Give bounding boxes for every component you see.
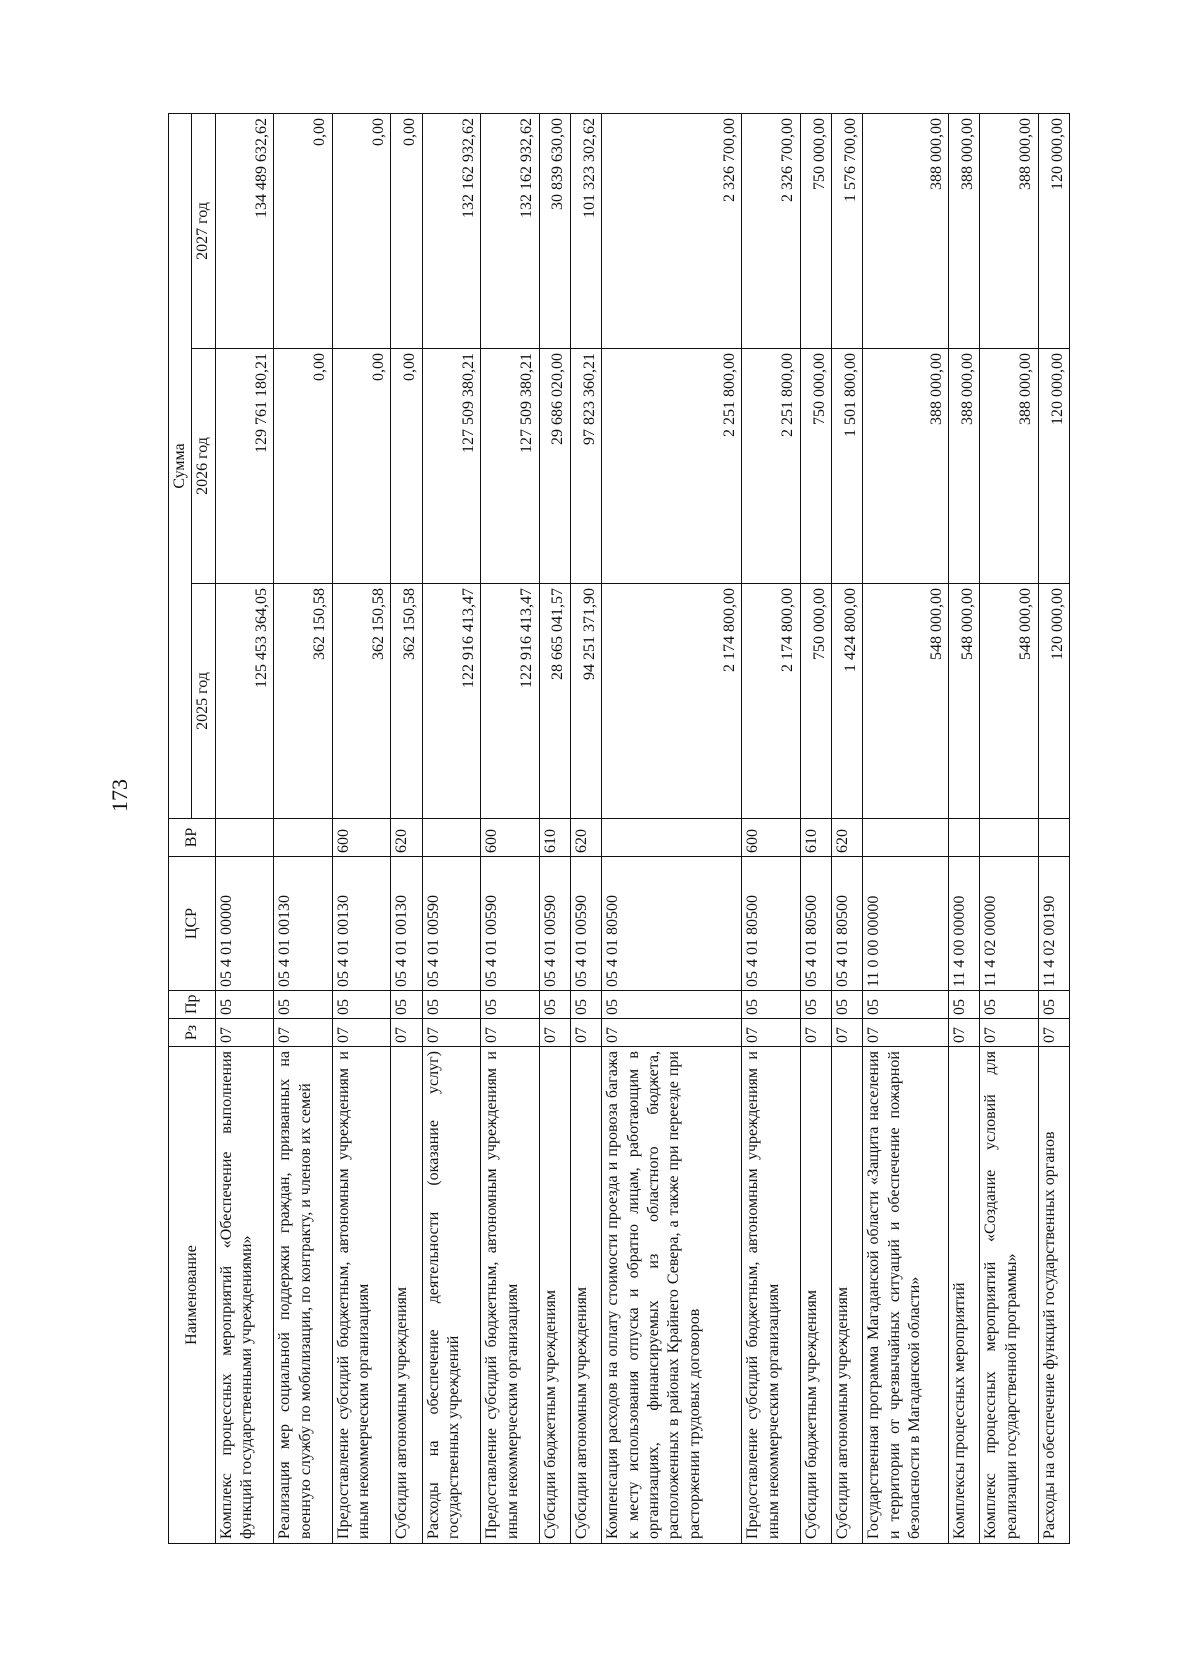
cell-2026: 0,00 — [274, 349, 332, 584]
cell-vr — [948, 819, 979, 857]
cell-rz: 07 — [832, 1019, 863, 1047]
cell-csr: 05 4 01 00590 — [422, 857, 480, 991]
cell-vr: 600 — [742, 819, 800, 857]
cell-2025: 548 000,00 — [980, 584, 1038, 819]
cell-2027: 134 489 632,62 — [215, 113, 273, 348]
header-vr: ВР — [169, 819, 216, 857]
cell-pr: 05 — [948, 991, 979, 1019]
cell-2025: 362 150,58 — [274, 584, 332, 819]
table-row — [742, 113, 800, 1543]
cell-2025: 548 000,00 — [948, 584, 979, 819]
table-row — [980, 113, 1038, 1543]
cell-2027: 30 839 630,00 — [539, 113, 570, 348]
cell-csr: 05 4 01 00000 — [215, 857, 273, 991]
cell-2026: 0,00 — [391, 349, 422, 584]
cell-vr: 620 — [570, 819, 601, 857]
cell-vr — [215, 819, 273, 857]
cell-rz: 07 — [742, 1019, 800, 1047]
cell-2027: 0,00 — [391, 113, 422, 348]
cell-name: Расходы на обеспечение деятельности (оказание услуг) государственных учреждений — [422, 1047, 480, 1544]
cell-2027: 388 000,00 — [980, 113, 1038, 348]
cell-2027: 1 576 700,00 — [832, 113, 863, 348]
cell-2026: 129 761 180,21 — [215, 349, 273, 584]
cell-rz: 07 — [539, 1019, 570, 1047]
table-row — [391, 113, 422, 1543]
table-row — [332, 113, 390, 1543]
cell-2026: 388 000,00 — [863, 349, 949, 584]
cell-csr: 05 4 01 80500 — [602, 857, 742, 991]
cell-name: Комплексы процессных мероприятий — [948, 1047, 979, 1544]
cell-2026: 127 509 380,21 — [422, 349, 480, 584]
cell-2027: 388 000,00 — [863, 113, 949, 348]
table-row — [481, 113, 539, 1543]
table-header — [169, 113, 216, 1543]
table-body — [215, 113, 1069, 1543]
cell-2025: 122 916 413,47 — [481, 584, 539, 819]
table-row — [539, 113, 570, 1543]
cell-name: Расходы на обеспечение функций государственных органов — [1038, 1047, 1069, 1544]
cell-name: Компенсация расходов на оплату стоимости проезда и провоза багажа к месту использования отпуска и обратно лицам, работающим в организациях, финансируемых из областного бюджета, расположенных в районах Крайнего Севера, а также при переезде при расторжении трудовых договоров — [602, 1047, 742, 1544]
cell-pr: 05 — [215, 991, 273, 1019]
table-row — [570, 113, 601, 1543]
cell-2025: 548 000,00 — [863, 584, 949, 819]
table-row — [602, 113, 742, 1543]
page-number: 173 — [107, 779, 132, 812]
cell-pr: 05 — [863, 991, 949, 1019]
table-row — [863, 113, 949, 1543]
cell-rz: 07 — [570, 1019, 601, 1047]
cell-name: Субсидии бюджетным учреждениям — [539, 1047, 570, 1544]
header-pr: Пр — [169, 991, 216, 1019]
cell-vr: 620 — [391, 819, 422, 857]
cell-rz: 07 — [800, 1019, 831, 1047]
cell-vr — [422, 819, 480, 857]
cell-rz: 07 — [422, 1019, 480, 1047]
cell-csr: 05 4 01 00590 — [481, 857, 539, 991]
cell-csr: 11 0 00 00000 — [863, 857, 949, 991]
cell-pr: 05 — [832, 991, 863, 1019]
cell-2026: 750 000,00 — [800, 349, 831, 584]
cell-name: Субсидии бюджетным учреждениям — [800, 1047, 831, 1544]
cell-2027: 2 326 700,00 — [602, 113, 742, 348]
cell-pr: 05 — [332, 991, 390, 1019]
cell-2026: 1 501 800,00 — [832, 349, 863, 584]
cell-2026: 0,00 — [332, 349, 390, 584]
cell-rz: 07 — [332, 1019, 390, 1047]
cell-2025: 28 665 041,57 — [539, 584, 570, 819]
cell-2025: 2 174 800,00 — [602, 584, 742, 819]
header-2025: 2025 год — [192, 584, 215, 819]
cell-rz: 07 — [948, 1019, 979, 1047]
header-2026: 2026 год — [192, 349, 215, 584]
cell-vr: 610 — [539, 819, 570, 857]
cell-csr: 05 4 01 00130 — [274, 857, 332, 991]
cell-csr: 11 4 00 00000 — [948, 857, 979, 991]
budget-table-container — [168, 114, 1070, 1544]
cell-2027: 0,00 — [274, 113, 332, 348]
cell-name: Субсидии автономным учреждениям — [391, 1047, 422, 1544]
table-row — [215, 113, 273, 1543]
cell-rz: 07 — [481, 1019, 539, 1047]
cell-2025: 120 000,00 — [1038, 584, 1069, 819]
cell-name: Предоставление субсидий бюджетным, автономным учреждениям и иным некоммерческим организациям — [332, 1047, 390, 1544]
header-2027: 2027 год — [192, 113, 215, 348]
cell-vr: 610 — [800, 819, 831, 857]
cell-2025: 362 150,58 — [391, 584, 422, 819]
table-row — [274, 113, 332, 1543]
cell-2026: 97 823 360,21 — [570, 349, 601, 584]
cell-2027: 750 000,00 — [800, 113, 831, 348]
cell-name: Предоставление субсидий бюджетным, автономным учреждениям и иным некоммерческим организациям — [481, 1047, 539, 1544]
cell-pr: 05 — [602, 991, 742, 1019]
cell-pr: 05 — [1038, 991, 1069, 1019]
cell-pr: 05 — [274, 991, 332, 1019]
cell-pr: 05 — [800, 991, 831, 1019]
cell-csr: 05 4 01 80500 — [800, 857, 831, 991]
header-rz: Рз — [169, 1019, 216, 1047]
cell-2025: 122 916 413,47 — [422, 584, 480, 819]
cell-name: Государственная программа Магаданской области «Защита населения и территории от чрезвычайных ситуаций и обеспечение пожарной безопасности в Магаданской области» — [863, 1047, 949, 1544]
cell-rz: 07 — [980, 1019, 1038, 1047]
header-csr: ЦСР — [169, 857, 216, 991]
cell-pr: 05 — [539, 991, 570, 1019]
table-row — [832, 113, 863, 1543]
cell-vr: 620 — [832, 819, 863, 857]
cell-name: Комплекс процессных мероприятий «Создание условий для реализации государственной программы» — [980, 1047, 1038, 1544]
cell-csr: 11 4 02 00190 — [1038, 857, 1069, 991]
cell-name: Комплекс процессных мероприятий «Обеспечение выполнения функций государственными учреждениями» — [215, 1047, 273, 1544]
cell-2027: 120 000,00 — [1038, 113, 1069, 348]
cell-2025: 1 424 800,00 — [832, 584, 863, 819]
cell-2027: 101 323 302,62 — [570, 113, 601, 348]
cell-2026: 29 686 020,00 — [539, 349, 570, 584]
table-row — [948, 113, 979, 1543]
cell-rz: 07 — [215, 1019, 273, 1047]
cell-2027: 132 162 932,62 — [481, 113, 539, 348]
cell-vr: 600 — [481, 819, 539, 857]
cell-vr — [602, 819, 742, 857]
cell-vr — [1038, 819, 1069, 857]
cell-2025: 362 150,58 — [332, 584, 390, 819]
cell-name: Субсидии автономным учреждениям — [832, 1047, 863, 1544]
cell-2027: 2 326 700,00 — [742, 113, 800, 348]
cell-name: Реализация мер социальной поддержки граждан, призванных на военную службу по мобилизации, по контракту, и членов их семей — [274, 1047, 332, 1544]
table-row — [1038, 113, 1069, 1543]
cell-csr: 05 4 01 80500 — [742, 857, 800, 991]
cell-rz: 07 — [863, 1019, 949, 1047]
cell-csr: 05 4 01 80500 — [832, 857, 863, 991]
cell-rz: 07 — [602, 1019, 742, 1047]
cell-2026: 120 000,00 — [1038, 349, 1069, 584]
cell-2025: 2 174 800,00 — [742, 584, 800, 819]
cell-pr: 05 — [391, 991, 422, 1019]
table-row — [800, 113, 831, 1543]
cell-pr: 05 — [980, 991, 1038, 1019]
cell-rz: 07 — [391, 1019, 422, 1047]
cell-name: Предоставление субсидий бюджетным, автономным учреждениям и иным некоммерческим организациям — [742, 1047, 800, 1544]
header-sum: Сумма — [169, 113, 192, 818]
cell-csr: 05 4 01 00590 — [539, 857, 570, 991]
cell-rz: 07 — [1038, 1019, 1069, 1047]
cell-csr: 05 4 01 00130 — [391, 857, 422, 991]
cell-csr: 05 4 01 00590 — [570, 857, 601, 991]
cell-2025: 750 000,00 — [800, 584, 831, 819]
header-name: Наименование — [169, 1047, 216, 1544]
cell-pr: 05 — [422, 991, 480, 1019]
cell-name: Субсидии автономным учреждениям — [570, 1047, 601, 1544]
cell-pr: 05 — [742, 991, 800, 1019]
cell-rz: 07 — [274, 1019, 332, 1047]
cell-vr — [274, 819, 332, 857]
cell-2025: 125 453 364,05 — [215, 584, 273, 819]
cell-vr: 600 — [332, 819, 390, 857]
cell-csr: 11 4 02 00000 — [980, 857, 1038, 991]
cell-2026: 2 251 800,00 — [742, 349, 800, 584]
cell-2026: 388 000,00 — [948, 349, 979, 584]
cell-2026: 127 509 380,21 — [481, 349, 539, 584]
cell-2027: 0,00 — [332, 113, 390, 348]
cell-csr: 05 4 01 00130 — [332, 857, 390, 991]
cell-2027: 388 000,00 — [948, 113, 979, 348]
cell-2026: 2 251 800,00 — [602, 349, 742, 584]
budget-table — [168, 113, 1070, 1544]
cell-vr — [863, 819, 949, 857]
cell-2025: 94 251 371,90 — [570, 584, 601, 819]
cell-2027: 132 162 932,62 — [422, 113, 480, 348]
cell-pr: 05 — [570, 991, 601, 1019]
cell-2026: 388 000,00 — [980, 349, 1038, 584]
cell-pr: 05 — [481, 991, 539, 1019]
table-row — [422, 113, 480, 1543]
cell-vr — [980, 819, 1038, 857]
